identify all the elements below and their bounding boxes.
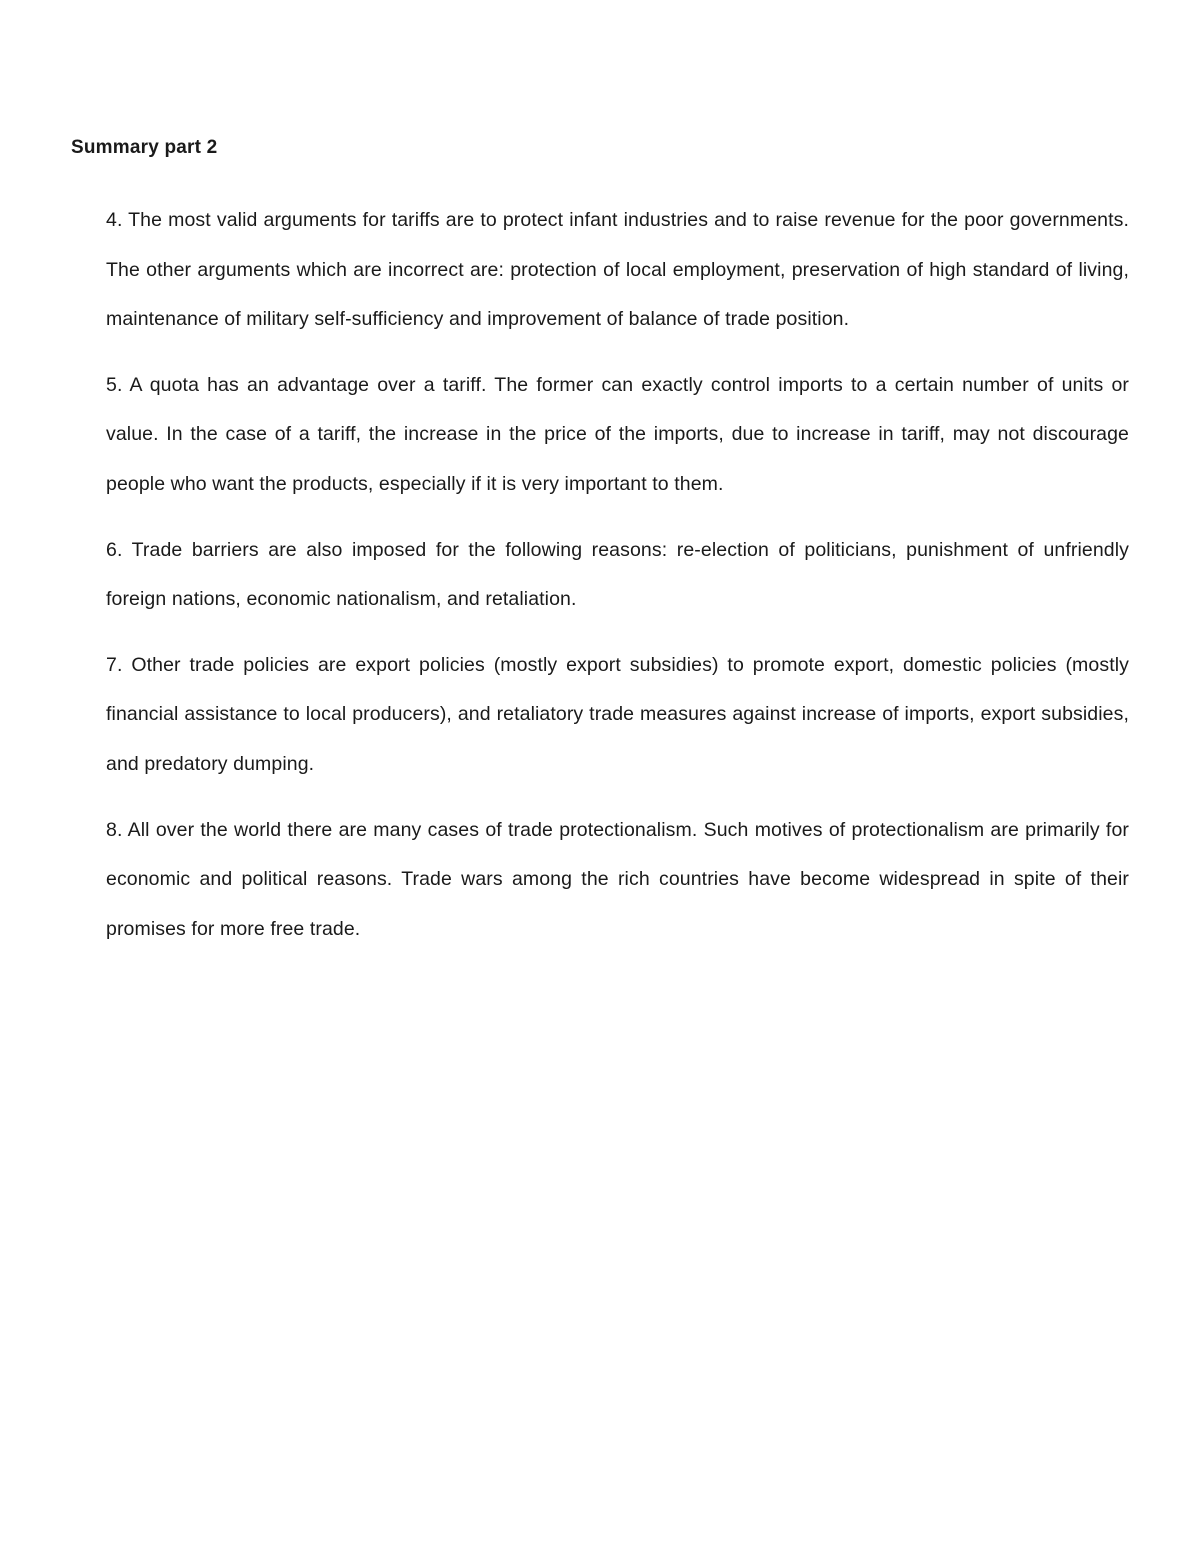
paragraph-8: 8. All over the world there are many cases of trade protectionalism. Such motives of protectionalism are primarily for economic and political reasons. Trade wars among the rich countries have become widespread in spite of their promises for more free trade.: [106, 818, 1129, 940]
paragraph-4: 4. The most valid arguments for tariffs are to protect infant industries and to raise revenue for the poor governments. The other arguments which are incorrect are: protection of local employment, preservation of high standard of living, maintenance of military self-sufficiency and improvement of balance of trade position.: [106, 209, 1129, 331]
document-body: [106, 196, 1129, 970]
document-title: Summary part 2: [71, 137, 218, 158]
paragraph-5: 5. A quota has an advantage over a tariff. The former can exactly control imports to a certain number of units or value. In the case of a tariff, the increase in the price of the imports, due to increase in tariff, may not discourage people who want the products, especially if it is very important to them.: [106, 373, 1129, 495]
paragraph-6: 6. Trade barriers are also imposed for the following reasons: re-election of politicians, punishment of unfriendly foreign nations, economic nationalism, and retaliation.: [106, 538, 1129, 611]
paragraph-7: 7. Other trade policies are export policies (mostly export subsidies) to promote export, domestic policies (mostly financial assistance to local producers), and retaliatory trade measures against increase of imports, export subsidies, and predatory dumping.: [106, 653, 1129, 775]
